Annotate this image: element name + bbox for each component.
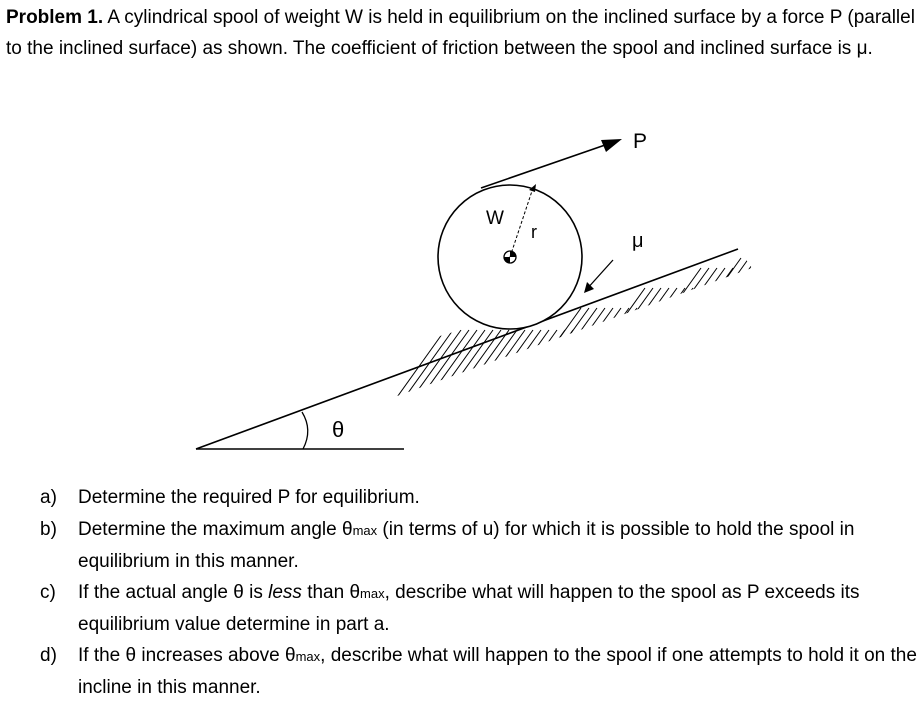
question-d-text: If the θ increases above θmax, describe what will happen to the spool if one attempts to hold it on the incline in this manner.: [78, 645, 917, 698]
force-p-line: [481, 144, 608, 188]
angle-arc: [302, 412, 308, 449]
question-a-text: Determine the required P for equilibrium.: [78, 487, 420, 508]
question-b-label: b): [40, 519, 57, 540]
question-a-label: a): [40, 487, 57, 508]
question-d-label: d): [40, 645, 57, 666]
force-p-label: P: [633, 130, 648, 153]
problem-text: A cylindrical spool of weight W is held in equilibrium on the inclined surface by a force P (parallel to the inclined surface) as shown. The coefficient of friction between the spool and inclined surface is μ.: [6, 7, 915, 59]
question-b: [40, 514, 920, 577]
friction-label: μ: [632, 230, 644, 252]
question-a: [40, 482, 920, 513]
force-p-arrowhead-icon: [601, 139, 622, 152]
weight-label: W: [486, 208, 504, 229]
question-d: [40, 640, 920, 703]
question-c: [40, 577, 920, 640]
radius-label: r: [531, 222, 537, 242]
angle-label: θ: [332, 417, 345, 442]
problem-label: Problem 1.: [6, 7, 104, 28]
question-c-text: If the actual angle θ is less than θmax, describe what will happen to the spool as P exceeds its equilibrium value determine in part a.: [78, 582, 860, 635]
question-c-label: c): [40, 582, 56, 603]
question-b-text: Determine the maximum angle θmax (in terms of u) for which it is possible to hold the spool in equilibrium in this manner.: [78, 519, 855, 572]
